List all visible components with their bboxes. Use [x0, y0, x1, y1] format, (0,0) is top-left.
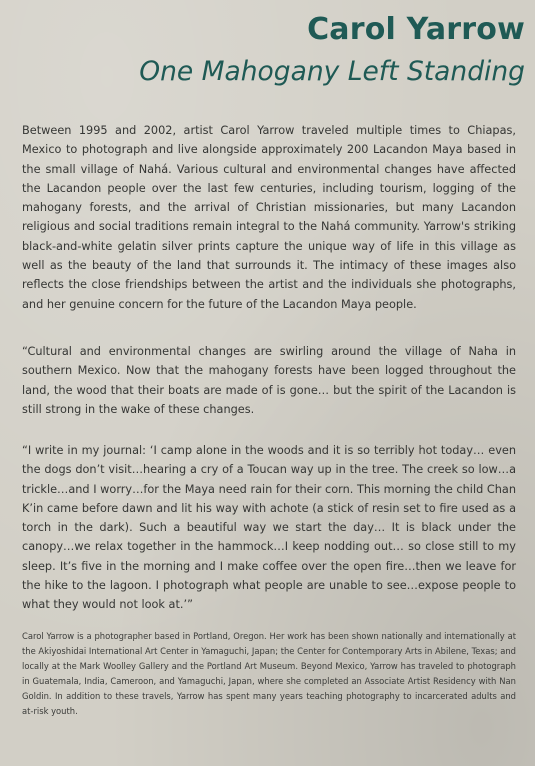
artist-name: Carol Yarrow — [307, 12, 525, 47]
exhibit-title: One Mahogany Left Standing — [139, 56, 525, 87]
quote-paragraph-2: “I write in my journal: ‘I camp alone in the woods and it is so terribly hot today… even the dogs don’t visit…hearing a cry of a Toucan way up in the tree. The creek so low…a trickle…and I worry…for the Maya need rain for their corn. This morning the child Chan K’in came before dawn and lit his way with achote (a stick of resin set to fire used as a torch in the dark). Such a beautiful way we start the day… It is black under the canopy…we relax together in the hammock…I keep nodding out… so close still to my sleep. It’s five in the morning and I make coffee over the open fire…then we leave for the hike to the lagoon. I photograph what people are unable to see…expose people to what they would not look at.’” — [22, 444, 516, 612]
quote-paragraph-1: “Cultural and environmental changes are swirling around the village of Naha in southern Mexico. Now that the mahogany forests have been logged throughout the land, the wood that their boats are made of is gone… but the spirit of the Lacandon is still strong in the wake of these changes. — [22, 345, 516, 416]
intro-paragraph: Between 1995 and 2002, artist Carol Yarrow traveled multiple times to Chiapas, Mexico to photograph and live alongside approximately 200 Lacandon Maya based in the small village of Nahá. Various cultural and environmental changes have affected the Lacandon people over the last few centuries, including tourism, logging of the mahogany forests, and the arrival of Christian missionaries, but many Lacandon religious and social traditions remain integral to the Nahá community. Yarrow's striking black-and-white gelatin silver prints capture the unique way of life in this village as well as the beauty of the land that surrounds it. The intimacy of these images also reflects the close friendships between the artist and the individuals she photographs, and her genuine concern for the future of the Lacandon Maya people. — [22, 124, 516, 311]
artist-bio-paragraph: Carol Yarrow is a photographer based in Portland, Oregon. Her work has been shown nationally and internationally at the Akiyoshidai International Art Center in Yamaguchi, Japan; the Center for Contemporary Arts in Abilene, Texas; and locally at the Mark Woolley Gallery and the Portland Art Museum. Beyond Mexico, Yarrow has traveled to photograph in Guatemala, India, Cameroon, and Yamaguchi, Japan, where she completed an Associate Artist Residency with Nan Goldin. In addition to these travels, Yarrow has spent many years teaching photography to incarcerated adults and at-risk youth. — [22, 631, 516, 717]
